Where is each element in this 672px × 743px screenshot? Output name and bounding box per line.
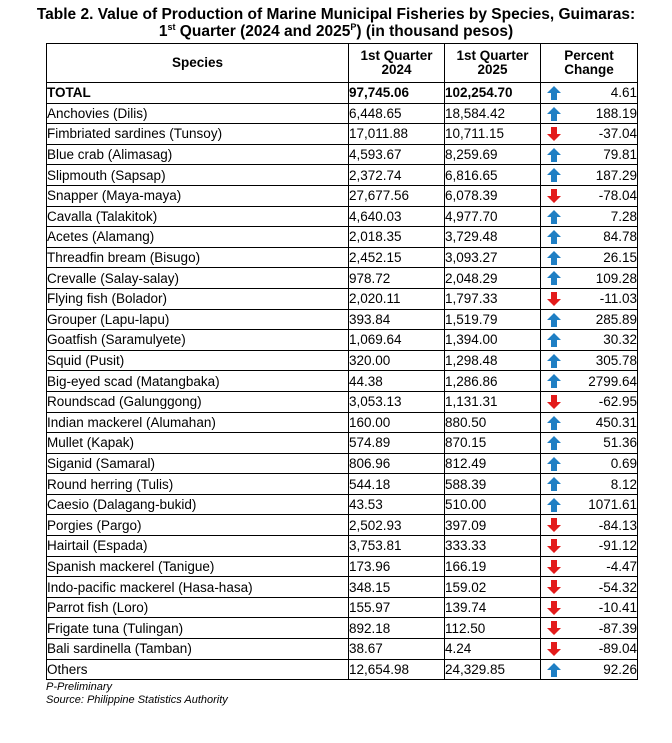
q2025-cell: 8,259.69 bbox=[445, 144, 541, 165]
arrow-up-icon bbox=[546, 106, 562, 122]
table-row bbox=[47, 206, 638, 227]
percent-change-value: -10.41 bbox=[598, 600, 637, 616]
species-cell: Hairtail (Espada) bbox=[47, 536, 349, 557]
percent-change-cell bbox=[541, 412, 638, 433]
percent-change-value: 2799.64 bbox=[588, 373, 637, 389]
percent-change-value: 26.15 bbox=[603, 250, 637, 266]
arrow-up-icon bbox=[546, 353, 562, 369]
q2025-cell: 1,131.31 bbox=[445, 391, 541, 412]
species-cell: Slipmouth (Sapsap) bbox=[47, 165, 349, 186]
arrow-up-icon bbox=[546, 85, 562, 101]
q2025-cell: 139.74 bbox=[445, 597, 541, 618]
percent-change-value: 51.36 bbox=[603, 435, 637, 451]
species-cell: Goatfish (Saramulyete) bbox=[47, 330, 349, 351]
species-cell: Acetes (Alamang) bbox=[47, 227, 349, 248]
arrow-down-icon bbox=[546, 600, 562, 616]
percent-change-value: 79.81 bbox=[603, 147, 637, 163]
title-part: 1 bbox=[158, 23, 168, 40]
arrow-up-icon bbox=[546, 497, 562, 513]
arrow-down-icon bbox=[546, 579, 562, 595]
table-row bbox=[47, 227, 638, 248]
table-row bbox=[47, 453, 638, 474]
q2024-cell: 97,745.06 bbox=[349, 83, 445, 104]
percent-change-cell bbox=[541, 494, 638, 515]
q2024-cell: 1,069.64 bbox=[349, 330, 445, 351]
percent-change-value: 0.69 bbox=[610, 455, 637, 471]
q2025-cell: 6,816.65 bbox=[445, 165, 541, 186]
q2024-cell: 978.72 bbox=[349, 268, 445, 289]
arrow-up-icon bbox=[546, 312, 562, 328]
q2025-cell: 112.50 bbox=[445, 618, 541, 639]
percent-change-cell bbox=[541, 577, 638, 598]
header-change-line1: Percent bbox=[564, 48, 614, 63]
percent-change-cell bbox=[541, 185, 638, 206]
q2024-cell: 2,452.15 bbox=[349, 247, 445, 268]
percent-change-cell bbox=[541, 268, 638, 289]
percent-change-value: -11.03 bbox=[599, 291, 637, 307]
species-cell: Indo-pacific mackerel (Hasa-hasa) bbox=[47, 577, 349, 598]
percent-change-value: -89.04 bbox=[598, 641, 637, 657]
table-notes bbox=[46, 681, 672, 707]
species-cell: Parrot fish (Loro) bbox=[47, 597, 349, 618]
percent-change-cell bbox=[541, 597, 638, 618]
q2025-cell: 4.24 bbox=[445, 639, 541, 660]
percent-change-value: 30.32 bbox=[603, 332, 637, 348]
q2025-cell: 166.19 bbox=[445, 556, 541, 577]
species-cell: Crevalle (Salay-salay) bbox=[47, 268, 349, 289]
percent-change-value: 8.12 bbox=[610, 476, 637, 492]
species-cell: Indian mackerel (Alumahan) bbox=[47, 412, 349, 433]
table-row bbox=[47, 288, 638, 309]
species-cell: Others bbox=[47, 659, 349, 680]
arrow-down-icon bbox=[546, 620, 562, 636]
percent-change-value: -78.04 bbox=[598, 188, 637, 204]
arrow-up-icon bbox=[546, 435, 562, 451]
table-row bbox=[47, 391, 638, 412]
q2024-cell: 155.97 bbox=[349, 597, 445, 618]
table-row bbox=[47, 144, 638, 165]
percent-change-value: -37.04 bbox=[598, 126, 637, 142]
arrow-down-icon bbox=[546, 394, 562, 410]
percent-change-cell bbox=[541, 371, 638, 392]
arrow-down-icon bbox=[546, 126, 562, 142]
table-row bbox=[47, 247, 638, 268]
species-cell: Caesio (Dalagang-bukid) bbox=[47, 494, 349, 515]
percent-change-value: 285.89 bbox=[595, 311, 637, 327]
table-row bbox=[47, 412, 638, 433]
q2025-cell: 24,329.85 bbox=[445, 659, 541, 680]
q2024-cell: 393.84 bbox=[349, 309, 445, 330]
percent-change-cell bbox=[541, 474, 638, 495]
source-note: Source: Philippine Statistics Authority bbox=[46, 694, 228, 707]
arrow-up-icon bbox=[546, 415, 562, 431]
species-cell: Squid (Pusit) bbox=[47, 350, 349, 371]
table-row bbox=[47, 494, 638, 515]
percent-change-cell bbox=[541, 288, 638, 309]
q2025-cell: 812.49 bbox=[445, 453, 541, 474]
percent-change-value: 109.28 bbox=[595, 270, 637, 286]
percent-change-value: 305.78 bbox=[595, 353, 637, 369]
title-superscript: P bbox=[350, 21, 357, 32]
q2025-cell: 6,078.39 bbox=[445, 185, 541, 206]
q2025-cell: 588.39 bbox=[445, 474, 541, 495]
table-row bbox=[47, 639, 638, 660]
q2024-cell: 44.38 bbox=[349, 371, 445, 392]
arrow-down-icon bbox=[546, 517, 562, 533]
table-row bbox=[47, 268, 638, 289]
q2024-cell: 2,020.11 bbox=[349, 288, 445, 309]
table-row bbox=[47, 330, 638, 351]
percent-change-cell bbox=[541, 103, 638, 124]
arrow-up-icon bbox=[546, 270, 562, 286]
table-row bbox=[47, 536, 638, 557]
q2025-cell: 3,093.27 bbox=[445, 247, 541, 268]
table-row bbox=[47, 597, 638, 618]
header-row bbox=[47, 44, 638, 83]
percent-change-cell bbox=[541, 165, 638, 186]
table-row bbox=[47, 618, 638, 639]
table-row bbox=[47, 185, 638, 206]
species-cell: Cavalla (Talakitok) bbox=[47, 206, 349, 227]
percent-change-cell bbox=[541, 247, 638, 268]
table-row bbox=[47, 165, 638, 186]
q2024-cell: 43.53 bbox=[349, 494, 445, 515]
q2024-cell: 17,011.88 bbox=[349, 124, 445, 145]
table-row bbox=[47, 659, 638, 680]
species-cell: Blue crab (Alimasag) bbox=[47, 144, 349, 165]
species-cell: Anchovies (Dilis) bbox=[47, 103, 349, 124]
percent-change-cell bbox=[541, 659, 638, 680]
q2025-cell: 3,729.48 bbox=[445, 227, 541, 248]
q2024-cell: 2,502.93 bbox=[349, 515, 445, 536]
species-cell: TOTAL bbox=[47, 83, 349, 104]
species-cell: Flying fish (Bolador) bbox=[47, 288, 349, 309]
percent-change-cell bbox=[541, 227, 638, 248]
table-row bbox=[47, 433, 638, 454]
species-cell: Threadfin bream (Bisugo) bbox=[47, 247, 349, 268]
q2025-cell: 1,519.79 bbox=[445, 309, 541, 330]
q2024-cell: 348.15 bbox=[349, 577, 445, 598]
q2024-cell: 27,677.56 bbox=[349, 185, 445, 206]
header-change-line2: Change bbox=[564, 62, 614, 77]
q2024-cell: 38.67 bbox=[349, 639, 445, 660]
species-cell: Grouper (Lapu-lapu) bbox=[47, 309, 349, 330]
percent-change-value: 1071.61 bbox=[588, 497, 637, 513]
q2025-cell: 397.09 bbox=[445, 515, 541, 536]
percent-change-value: -87.39 bbox=[598, 620, 637, 636]
table-row bbox=[47, 103, 638, 124]
table-row bbox=[47, 371, 638, 392]
header-q2024-line1: 1st Quarter bbox=[360, 48, 433, 63]
table-body bbox=[47, 83, 638, 680]
species-cell: Round herring (Tulis) bbox=[47, 474, 349, 495]
title-line-1: Table 2. Value of Production of Marine Municipal Fisheries by Species, Guimaras: bbox=[36, 6, 636, 23]
q2025-cell: 18,584.42 bbox=[445, 103, 541, 124]
percent-change-cell bbox=[541, 433, 638, 454]
percent-change-cell bbox=[541, 391, 638, 412]
q2024-cell: 574.89 bbox=[349, 433, 445, 454]
percent-change-value: -54.32 bbox=[598, 579, 637, 595]
table-title bbox=[0, 6, 672, 40]
table-row bbox=[47, 474, 638, 495]
arrow-down-icon bbox=[546, 291, 562, 307]
percent-change-value: -4.47 bbox=[606, 558, 637, 574]
q2024-cell: 806.96 bbox=[349, 453, 445, 474]
percent-change-value: 450.31 bbox=[595, 414, 637, 430]
table-row bbox=[47, 309, 638, 330]
percent-change-cell bbox=[541, 144, 638, 165]
species-cell: Fimbriated sardines (Tunsoy) bbox=[47, 124, 349, 145]
table-row bbox=[47, 577, 638, 598]
title-part: ) (in thousand pesos) bbox=[356, 23, 514, 40]
percent-change-cell bbox=[541, 618, 638, 639]
title-superscript: st bbox=[167, 21, 176, 32]
percent-change-cell bbox=[541, 124, 638, 145]
species-cell: Siganid (Samaral) bbox=[47, 453, 349, 474]
percent-change-value: 92.26 bbox=[603, 661, 637, 677]
header-q2024-line2: 2024 bbox=[381, 62, 412, 77]
title-part: Quarter (2024 and 2025 bbox=[175, 23, 351, 40]
percent-change-value: -84.13 bbox=[598, 517, 637, 533]
species-cell: Mullet (Kapak) bbox=[47, 433, 349, 454]
percent-change-value: -91.12 bbox=[598, 538, 637, 554]
percent-change-value: 188.19 bbox=[595, 105, 637, 121]
q2025-cell: 159.02 bbox=[445, 577, 541, 598]
arrow-down-icon bbox=[546, 188, 562, 204]
table-row bbox=[47, 556, 638, 577]
q2024-cell: 12,654.98 bbox=[349, 659, 445, 680]
percent-change-value: 4.61 bbox=[610, 85, 637, 101]
q2024-cell: 173.96 bbox=[349, 556, 445, 577]
title-line-2 bbox=[0, 23, 672, 40]
arrow-up-icon bbox=[546, 209, 562, 225]
q2025-cell: 1,286.86 bbox=[445, 371, 541, 392]
arrow-down-icon bbox=[546, 559, 562, 575]
header-q2025-line2: 2025 bbox=[477, 62, 508, 77]
percent-change-cell bbox=[541, 206, 638, 227]
q2024-cell: 6,448.65 bbox=[349, 103, 445, 124]
species-cell: Snapper (Maya-maya) bbox=[47, 185, 349, 206]
q2024-cell: 4,640.03 bbox=[349, 206, 445, 227]
percent-change-cell bbox=[541, 536, 638, 557]
percent-change-value: -62.95 bbox=[598, 394, 637, 410]
q2025-cell: 870.15 bbox=[445, 433, 541, 454]
species-cell: Bali sardinella (Tamban) bbox=[47, 639, 349, 660]
arrow-up-icon bbox=[546, 476, 562, 492]
percent-change-cell bbox=[541, 453, 638, 474]
total-row bbox=[47, 83, 638, 104]
species-cell: Roundscad (Galunggong) bbox=[47, 391, 349, 412]
arrow-up-icon bbox=[546, 167, 562, 183]
species-cell: Porgies (Pargo) bbox=[47, 515, 349, 536]
percent-change-value: 84.78 bbox=[603, 229, 637, 245]
q2024-cell: 2,372.74 bbox=[349, 165, 445, 186]
percent-change-cell bbox=[541, 330, 638, 351]
arrow-down-icon bbox=[546, 641, 562, 657]
q2024-cell: 2,018.35 bbox=[349, 227, 445, 248]
arrow-up-icon bbox=[546, 456, 562, 472]
q2025-cell: 510.00 bbox=[445, 494, 541, 515]
species-cell: Frigate tuna (Tulingan) bbox=[47, 618, 349, 639]
arrow-up-icon bbox=[546, 373, 562, 389]
species-cell: Spanish mackerel (Tanigue) bbox=[47, 556, 349, 577]
arrow-down-icon bbox=[546, 538, 562, 554]
arrow-up-icon bbox=[546, 332, 562, 348]
percent-change-cell bbox=[541, 83, 638, 104]
percent-change-cell bbox=[541, 639, 638, 660]
q2025-cell: 10,711.15 bbox=[445, 124, 541, 145]
q2025-cell: 2,048.29 bbox=[445, 268, 541, 289]
percent-change-value: 7.28 bbox=[610, 208, 637, 224]
preliminary-note: P-Preliminary bbox=[46, 681, 113, 694]
header-percent-change bbox=[541, 44, 638, 83]
q2024-cell: 892.18 bbox=[349, 618, 445, 639]
percent-change-cell bbox=[541, 309, 638, 330]
q2025-cell: 1,394.00 bbox=[445, 330, 541, 351]
q2024-cell: 3,753.81 bbox=[349, 536, 445, 557]
q2025-cell: 1,797.33 bbox=[445, 288, 541, 309]
percent-change-cell bbox=[541, 556, 638, 577]
table-row bbox=[47, 124, 638, 145]
table-row bbox=[47, 515, 638, 536]
q2024-cell: 160.00 bbox=[349, 412, 445, 433]
header-species: Species bbox=[47, 44, 349, 83]
q2025-cell: 333.33 bbox=[445, 536, 541, 557]
arrow-up-icon bbox=[546, 662, 562, 678]
q2024-cell: 4,593.67 bbox=[349, 144, 445, 165]
header-q2024 bbox=[349, 44, 445, 83]
table-row bbox=[47, 350, 638, 371]
q2024-cell: 3,053.13 bbox=[349, 391, 445, 412]
q2024-cell: 320.00 bbox=[349, 350, 445, 371]
q2025-cell: 4,977.70 bbox=[445, 206, 541, 227]
q2024-cell: 544.18 bbox=[349, 474, 445, 495]
q2025-cell: 102,254.70 bbox=[445, 83, 541, 104]
arrow-up-icon bbox=[546, 147, 562, 163]
species-cell: Big-eyed scad (Matangbaka) bbox=[47, 371, 349, 392]
arrow-up-icon bbox=[546, 250, 562, 266]
q2025-cell: 880.50 bbox=[445, 412, 541, 433]
header-q2025-line1: 1st Quarter bbox=[456, 48, 529, 63]
percent-change-cell bbox=[541, 350, 638, 371]
arrow-up-icon bbox=[546, 229, 562, 245]
percent-change-value: 187.29 bbox=[595, 167, 637, 183]
fisheries-table bbox=[46, 43, 638, 680]
percent-change-cell bbox=[541, 515, 638, 536]
header-q2025 bbox=[445, 44, 541, 83]
q2025-cell: 1,298.48 bbox=[445, 350, 541, 371]
